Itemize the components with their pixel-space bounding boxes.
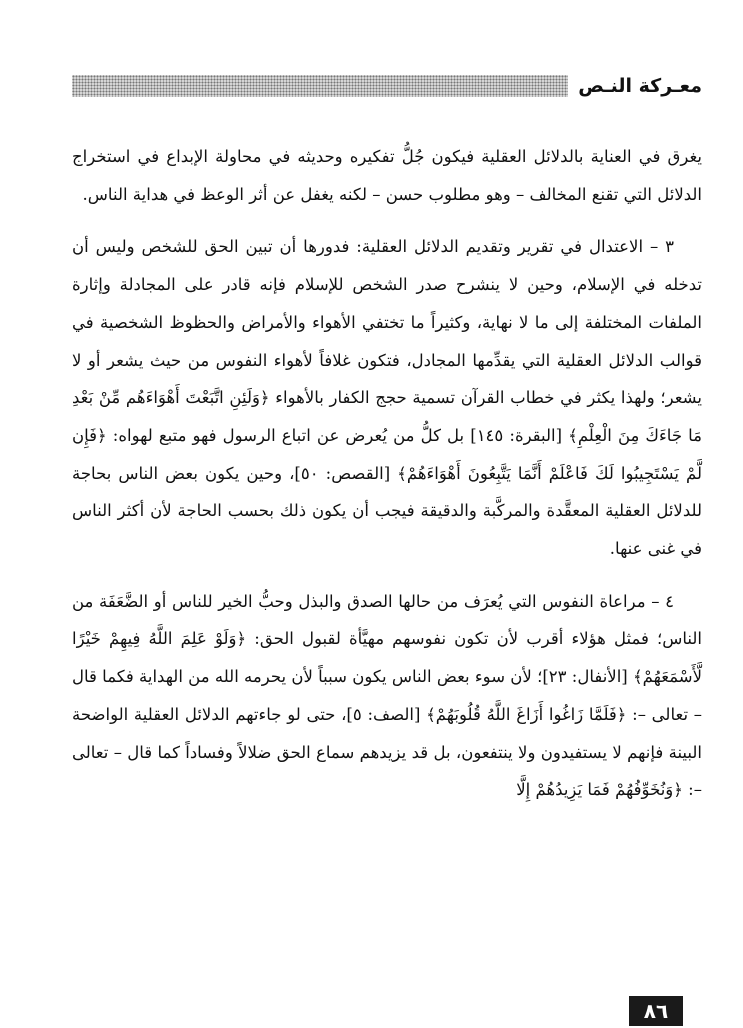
paragraph-point-3: ٣ – الاعتدال في تقرير وتقديم الدلائل العقلية: فدورها أن تبين الحق للشخص وليس أن تدخله في الإسلام، وحين لا ينشرح صدر الشخص للإسلام فإنه قادر على المجادلة وإثارة الملفات المختلفة إلى ما لا نهاية، وكثيراً ما تختفي الأهواء والأمراض والحظوظ الشخصية في قوالب الدلائل العقلية التي يقدِّمها المجادل، فتكون غلافاً لأهواء النفوس من حيث يشعر أو لا يشعر؛ ولهذا يكثر في خطاب القرآن تسمية حجج الكفار بالأهواء ﴿وَلَئِنِ اتَّبَعْتَ أَهْوَاءَهُم مِّنْ بَعْدِ مَا جَاءَكَ مِنَ الْعِلْمِ﴾ [البقرة: ١٤٥] بل كلُّ من يُعرض عن اتباع الرسول فهو متبع لهواه: ﴿فَإِن لَّمْ يَسْتَجِيبُوا لَكَ فَاعْلَمْ أَنَّمَا يَتَّبِعُونَ أَهْوَاءَهُمْ﴾ [القصص: ٥٠]، وحين يكون بعض الناس بحاجة للدلائل العقلية المعقَّدة والمركَّبة والدقيقة فيجب أن يكون ذلك بحسب الحاجة لأن أكثر الناس في غنى عنها.: [72, 237, 702, 559]
paragraph-continuation: يغرق في العناية بالدلائل العقلية فيكون جُلُّ تفكيره وحديثه في محاولة الإبداع في استخراج الدلائل التي تقنع المخالف – وهو مطلوب حسن – لكنه يغفل عن أثر الوعظ في هداية الناس.: [72, 147, 702, 204]
header-decorative-band: [72, 75, 568, 97]
page-body: [72, 138, 702, 809]
page-number-badge: ٨٦: [629, 996, 683, 1026]
paragraph-point-4: ٤ – مراعاة النفوس التي يُعرَف من حالها الصدق والبذل وحبُّ الخير للناس أو الضَّعَفَة من الناس؛ فمثل هؤلاء أقرب لأن تكون نفوسهم مهيَّأة لقبول الحق: ﴿وَلَوْ عَلِمَ اللَّهُ فِيهِمْ خَيْرًا لَّأَسْمَعَهُمْ﴾ [الأنفال: ٢٣]؛ لأن سوء بعض الناس يكون سبباً لأن يحرمه الله من الهداية فكما قال – تعالى –: ﴿فَلَمَّا زَاغُوا أَزَاغَ اللَّهُ قُلُوبَهُمْ﴾ [الصف: ٥]، حتى لو جاءتهم الدلائل العقلية الواضحة البينة فإنهم لا يستفيدون ولا ينتفعون، بل قد يزيدهم سماع الحق ضلالاً وفساداً كما قال – تعالى –: ﴿وَنُخَوِّفُهُمْ فَمَا يَزِيدُهُمْ إِلَّا: [72, 591, 702, 800]
running-header: [72, 72, 702, 100]
header-title: معـركة النـص: [578, 75, 702, 97]
